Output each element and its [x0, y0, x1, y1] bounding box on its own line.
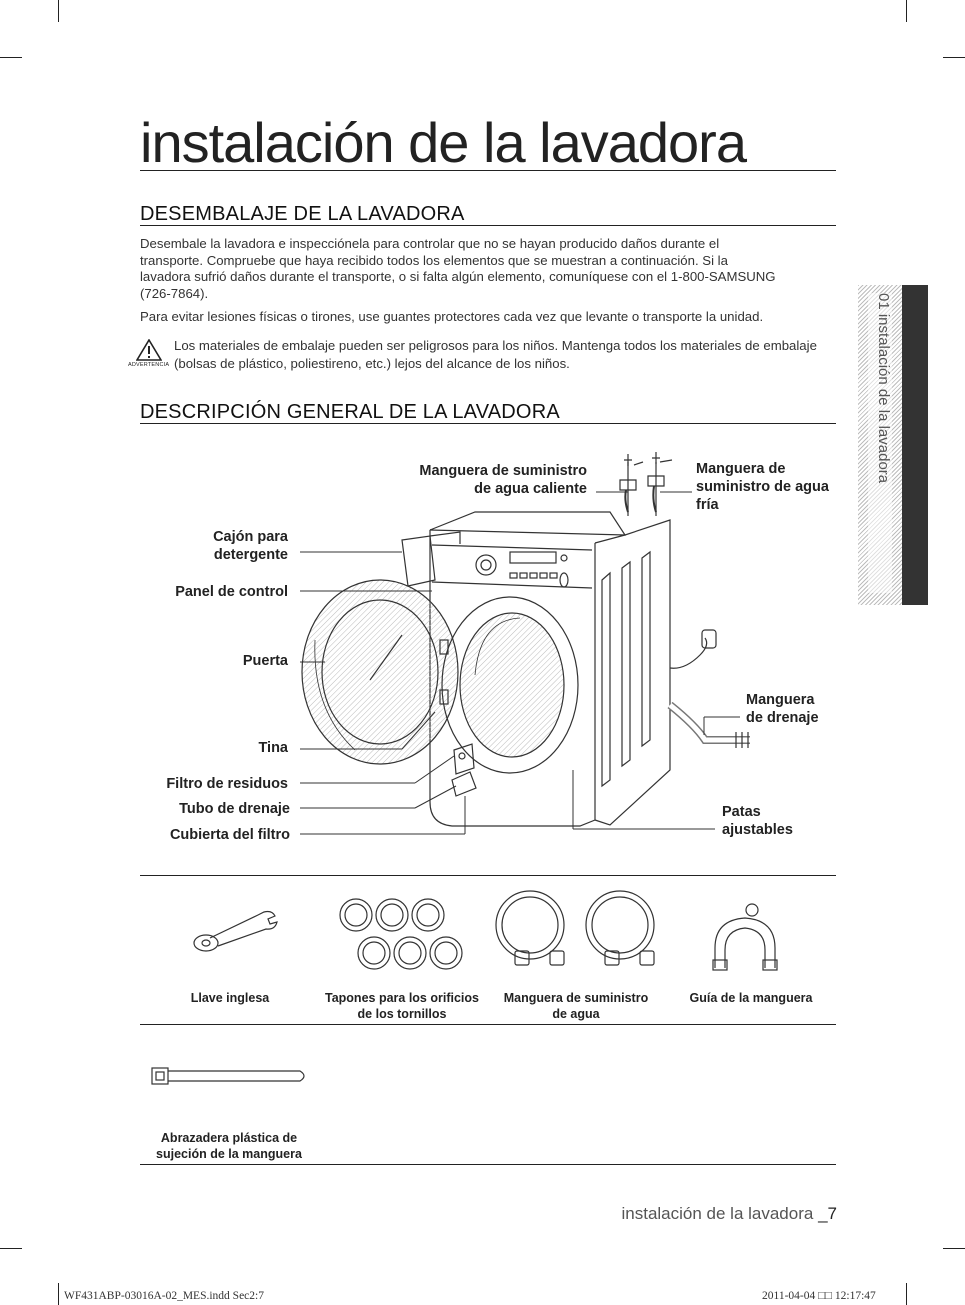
accessory-water-hose-label: Manguera de suministro de agua	[503, 991, 649, 1021]
label-tub: Tina	[258, 740, 288, 756]
running-footer	[621, 1204, 837, 1224]
crop-mark	[58, 0, 59, 22]
label-cold-water-hose-line2: suministro de agua	[696, 479, 829, 495]
unpacking-paragraph: Desembale la lavadora e inspecciónela para controlar que no se hayan producido daños durante el transporte. Compruebe que haya recibido todos los elementos que se muestran a continuación. Si la lavadora sufrió daños durante el transporte, o si falta algún elemento, comuníquese con el 1-800-SAMSUNG (726-7864).	[140, 236, 776, 301]
crop-mark	[943, 57, 965, 58]
accessories-middle-rule	[140, 1024, 836, 1025]
warning-text: Los materiales de embalaje pueden ser peligrosos para los niños. Mantenga todos los materiales de embalaje (bolsas de plástico, poliestireno, etc.) lejos del alcance de los niños.	[174, 338, 817, 371]
accessory-wrench-label: Llave inglesa	[190, 991, 270, 1005]
bolt-caps-icon	[330, 895, 470, 985]
cable-tie-icon	[150, 1065, 310, 1087]
side-tab-label: 01 instalación de la lavadora	[868, 293, 892, 593]
crop-mark	[58, 1283, 59, 1305]
section-heading-overview: DESCRIPCIÓN GENERAL DE LA LAVADORA	[140, 400, 836, 424]
label-drain-tube: Tubo de drenaje	[179, 801, 290, 817]
label-drain-hose-line1: Manguera	[746, 692, 815, 708]
gloves-paragraph: Para evitar lesiones físicas o tirones, use guantes protectores cada vez que levante o transporte la unidad.	[140, 309, 764, 324]
label-adjustable-legs-line2: ajustables	[722, 822, 793, 838]
accessory-cable-tie-label: Abrazadera plástica de sujeción de la manguera	[156, 1131, 302, 1161]
unpacking-instructions	[140, 236, 780, 302]
warning-triangle-icon	[136, 339, 162, 361]
label-hot-water-hose-line2: de agua caliente	[474, 481, 587, 497]
wrench-icon	[180, 900, 280, 960]
label-drain-hose	[746, 691, 819, 727]
label-drain-hose-line2: de drenaje	[746, 710, 819, 726]
page-title: instalación de la lavadora	[140, 112, 836, 171]
label-door: Puerta	[242, 653, 288, 669]
water-hose-icon	[490, 885, 665, 970]
warning-label: ADVERTENCIA	[128, 362, 170, 368]
print-slug-right: 2011-04-04 □□ 12:17:47	[762, 1290, 876, 1302]
crop-mark	[0, 1248, 22, 1249]
hose-guide-icon	[705, 898, 785, 973]
label-filter-cover: Cubierta del filtro	[169, 827, 290, 843]
accessory-bolt-caps-label: Tapones para los orificios de los tornillos	[325, 991, 479, 1021]
page-number: _7	[818, 1204, 837, 1223]
label-detergent-drawer	[160, 528, 288, 564]
crop-mark	[906, 0, 907, 22]
accessories-top-rule	[140, 875, 836, 876]
crop-mark	[943, 1248, 965, 1249]
label-hot-water-hose-line1: Manguera de suministro	[419, 463, 587, 479]
label-control-panel: Panel de control	[175, 584, 288, 600]
warning-box	[128, 337, 848, 377]
label-detergent-drawer-line1: Cajón para	[213, 529, 288, 545]
label-detergent-drawer-line2: detergente	[213, 547, 288, 563]
label-cold-water-hose	[696, 460, 829, 514]
gloves-instruction	[140, 309, 840, 326]
crop-mark	[0, 57, 22, 58]
accessory-hose-guide-label: Guía de la manguera	[689, 991, 813, 1005]
running-footer-title: instalación de la lavadora	[621, 1204, 814, 1223]
label-debris-filter: Filtro de residuos	[166, 776, 288, 792]
print-slug-left: WF431ABP-03016A-02_MES.indd Sec2:7	[64, 1290, 264, 1302]
label-cold-water-hose-line3: fría	[696, 497, 719, 513]
label-adjustable-legs-line1: Patas	[722, 804, 761, 820]
crop-mark	[906, 1283, 907, 1305]
label-hot-water-hose	[380, 462, 587, 498]
accessories-bottom-rule	[140, 1164, 836, 1165]
label-cold-water-hose-line1: Manguera de	[696, 461, 786, 477]
section-heading-unpacking: DESEMBALAJE DE LA LAVADORA	[140, 202, 836, 226]
label-adjustable-legs	[722, 803, 793, 839]
chapter-side-tab	[858, 285, 928, 605]
